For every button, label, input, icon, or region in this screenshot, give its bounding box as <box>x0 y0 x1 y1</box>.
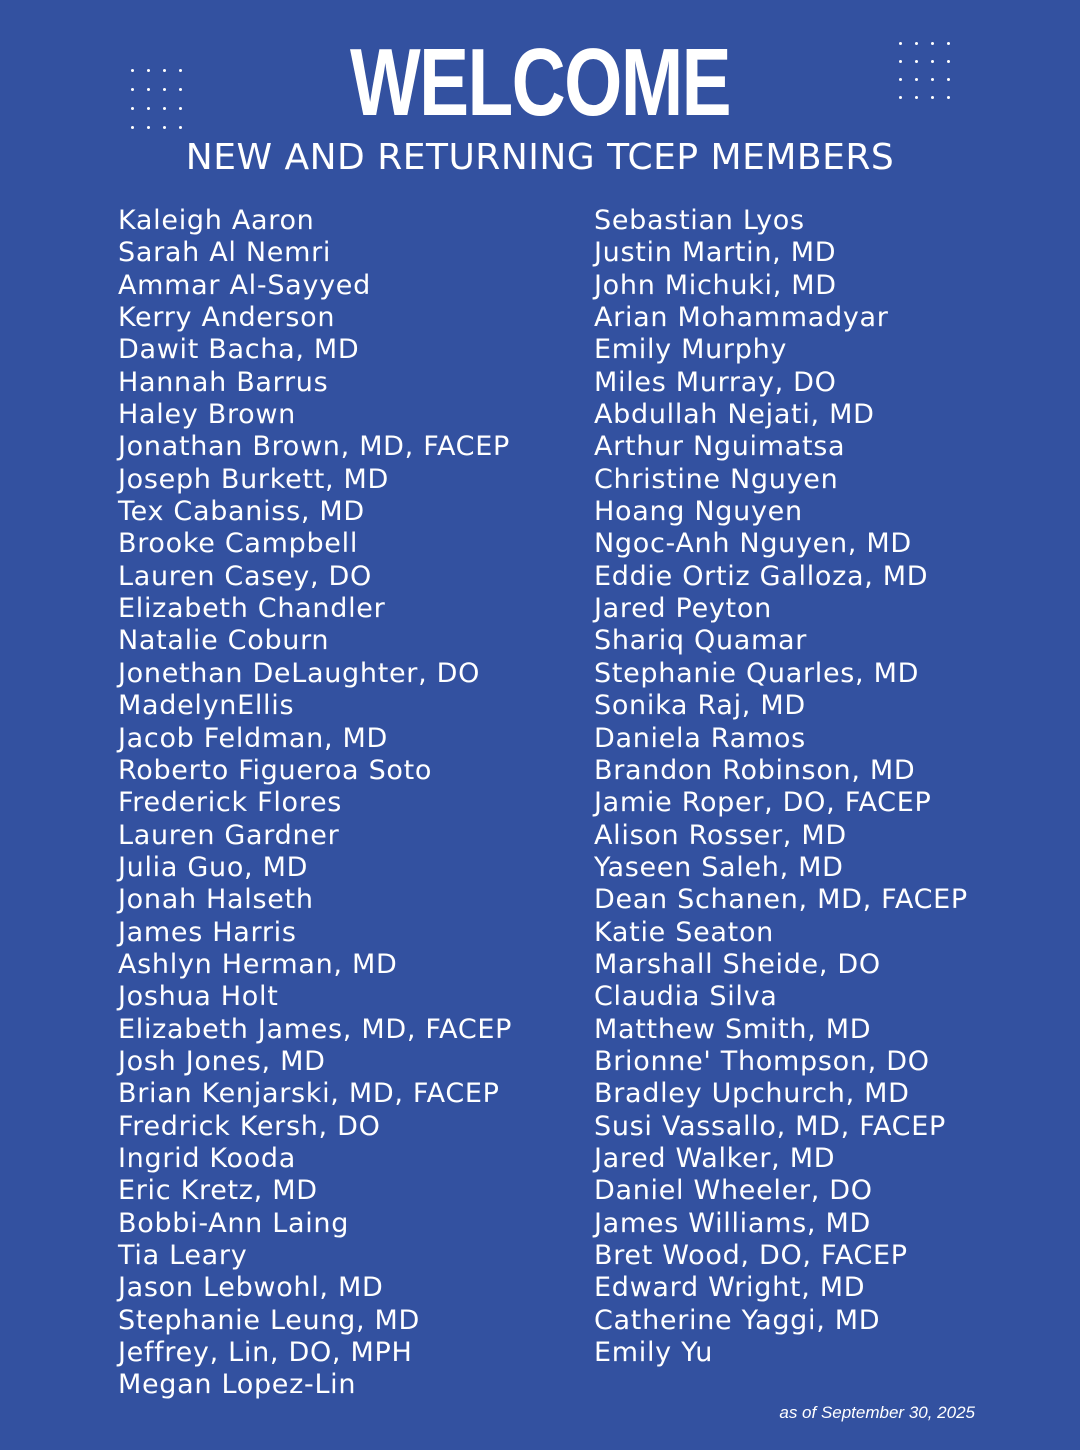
member-name: MadelynEllis <box>118 690 295 722</box>
member-name: Hannah Barrus <box>118 366 329 398</box>
as-of-date-note: as of September 30, 2025 <box>779 1403 975 1422</box>
member-name: Miles Murray, DO <box>594 366 837 398</box>
member-name: Jonah Halseth <box>118 884 314 916</box>
member-name: Jacob Feldman, MD <box>118 722 389 754</box>
member-name: Jeffrey, Lin, DO, MPH <box>118 1337 413 1369</box>
member-name: Yaseen Saleh, MD <box>594 851 844 883</box>
member-name: Haley Brown <box>118 399 296 431</box>
member-name: Ingrid Kooda <box>118 1142 297 1174</box>
member-name: Abdullah Nejati, MD <box>594 399 875 431</box>
member-name: Brionne' Thompson, DO <box>594 1045 930 1077</box>
member-name: Sebastian Lyos <box>594 205 805 236</box>
member-name: Shariq Quamar <box>594 625 808 657</box>
member-name: Bradley Upchurch, MD <box>594 1078 910 1110</box>
member-name: Kaleigh Aaron <box>118 205 315 236</box>
member-name: Megan Lopez-Lin <box>118 1369 357 1401</box>
member-name: Ngoc-Anh Nguyen, MD <box>594 528 912 560</box>
member-name: Jason Lebwohl, MD <box>118 1272 384 1304</box>
member-list-right <box>594 205 968 1369</box>
member-name: Brian Kenjarski, MD, FACEP <box>118 1078 500 1110</box>
member-name: Eddie Ortiz Galloza, MD <box>594 560 929 592</box>
member-name: Ammar Al-Sayyed <box>118 269 371 301</box>
member-name: Bobbi-Ann Laing <box>118 1207 350 1239</box>
member-name: Marshall Sheide, DO <box>594 948 881 980</box>
member-name: Catherine Yaggi, MD <box>594 1304 881 1336</box>
member-name: Sarah Al Nemri <box>118 237 332 269</box>
member-name: Dean Schanen, MD, FACEP <box>594 884 968 916</box>
member-name: Arthur Nguimatsa <box>594 431 846 463</box>
member-name: Jonethan DeLaughter, DO <box>118 657 481 689</box>
member-name: James Harris <box>118 916 297 948</box>
member-name: Claudia Silva <box>594 981 778 1013</box>
member-name: Emily Yu <box>594 1337 714 1369</box>
member-name: Tex Cabaniss, MD <box>118 496 365 528</box>
member-name: Susi Vassallo, MD, FACEP <box>594 1110 946 1142</box>
member-name: Daniel Wheeler, DO <box>594 1175 873 1207</box>
member-name: Daniela Ramos <box>594 722 806 754</box>
member-name: Roberto Figueroa Soto <box>118 754 433 786</box>
member-name: Justin Martin, MD <box>594 237 837 269</box>
member-name: Tia Leary <box>118 1240 248 1271</box>
member-name: John Michuki, MD <box>594 269 837 301</box>
member-name: Jared Walker, MD <box>594 1142 836 1174</box>
member-name: Frederick Flores <box>118 787 343 819</box>
member-name: Stephanie Quarles, MD <box>594 657 920 689</box>
member-list-left <box>118 205 512 1402</box>
member-name: Jamie Roper, DO, FACEP <box>594 787 932 819</box>
page-subtitle: NEW AND RETURNING TCEP MEMBERS <box>185 137 895 178</box>
member-name: Christine Nguyen <box>594 463 839 495</box>
member-name: Joseph Burkett, MD <box>118 463 390 495</box>
member-name: Hoang Nguyen <box>594 496 803 528</box>
member-name: Dawit Bacha, MD <box>118 334 360 366</box>
member-name: Joshua Holt <box>118 981 279 1013</box>
member-name: Brandon Robinson, MD <box>594 754 916 786</box>
member-name: Arian Mohammadyar <box>594 302 889 334</box>
member-name: Edward Wright, MD <box>594 1272 866 1304</box>
member-name: Lauren Gardner <box>118 819 340 851</box>
member-name: Lauren Casey, DO <box>118 560 372 592</box>
member-name: Fredrick Kersh, DO <box>118 1110 381 1142</box>
member-name: Elizabeth Chandler <box>118 593 386 625</box>
member-name: Ashlyn Herman, MD <box>118 948 398 980</box>
member-name: Natalie Coburn <box>118 625 330 657</box>
member-name: Emily Murphy <box>594 334 788 366</box>
member-name: Matthew Smith, MD <box>594 1013 872 1045</box>
member-name: Josh Jones, MD <box>118 1045 326 1077</box>
member-name: Sonika Raj, MD <box>594 690 806 722</box>
member-name: Eric Kretz, MD <box>118 1175 318 1207</box>
member-name: Jonathan Brown, MD, FACEP <box>118 431 510 463</box>
member-name: Kerry Anderson <box>118 302 336 334</box>
member-name: Bret Wood, DO, FACEP <box>594 1240 908 1271</box>
page-title: WELCOME <box>349 29 731 136</box>
member-name: Brooke Campbell <box>118 528 359 560</box>
member-name: Katie Seaton <box>594 916 774 948</box>
member-name: Alison Rosser, MD <box>594 819 847 851</box>
member-name: James Williams, MD <box>594 1207 871 1239</box>
member-name: Stephanie Leung, MD <box>118 1304 421 1336</box>
member-name: Elizabeth James, MD, FACEP <box>118 1013 513 1045</box>
member-name: Jared Peyton <box>594 593 772 625</box>
member-name: Julia Guo, MD <box>118 851 309 883</box>
